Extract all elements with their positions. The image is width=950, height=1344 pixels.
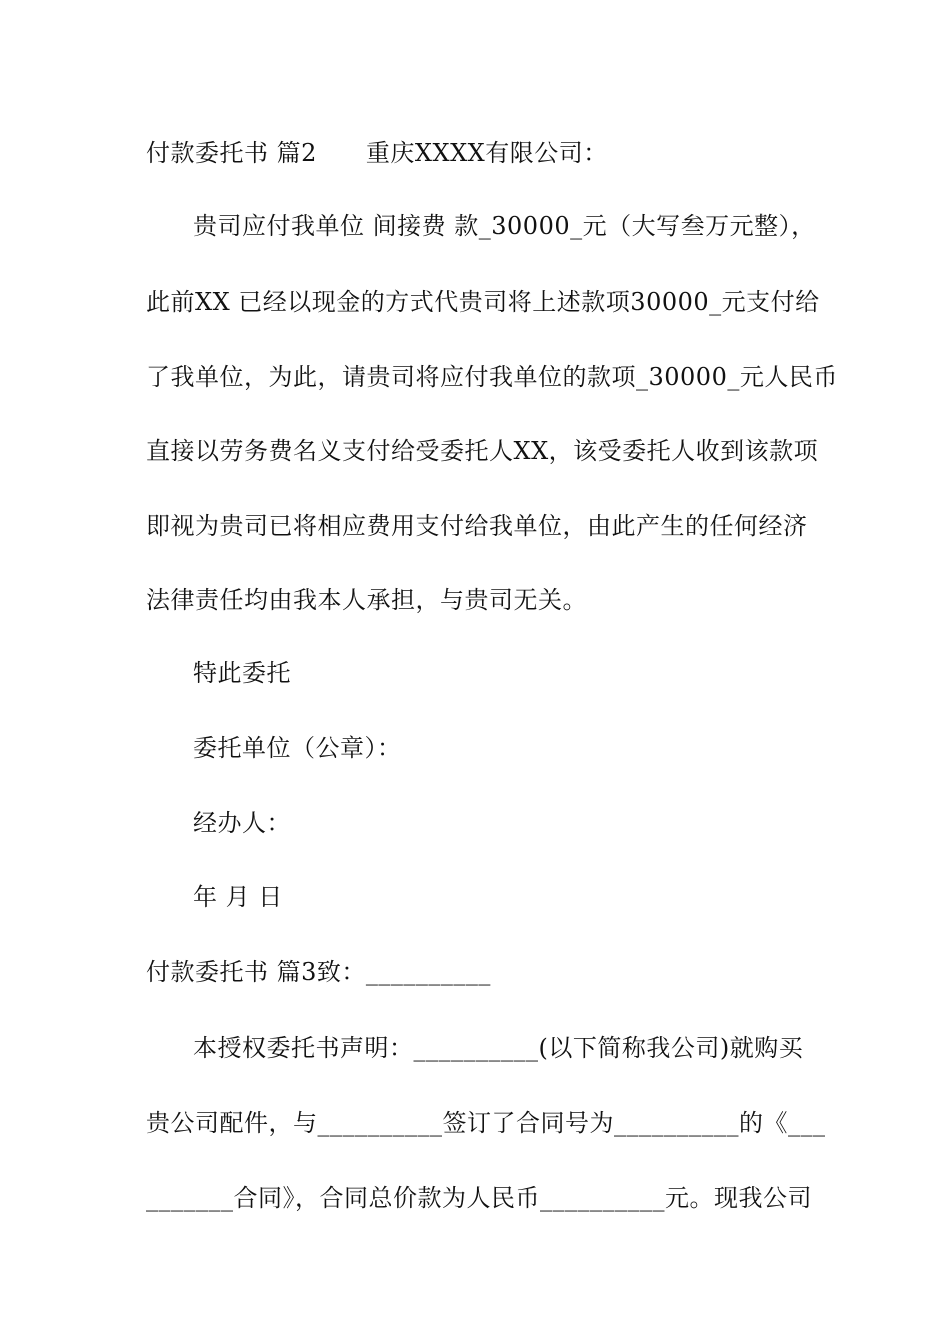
doc-line-paragraph-3: 了我单位，为此，请贵司将应付我单位的款项_30000_元人民币	[146, 363, 838, 391]
doc-line-paragraph-4: 直接以劳务费名义支付给受委托人XX，该受委托人收到该款项	[146, 437, 819, 465]
doc-line-section-3-heading: 付款委托书 篇3致：__________	[146, 958, 491, 986]
doc-line-paragraph-6: 法律责任均由我本人承担，与贵司无关。	[146, 586, 587, 614]
doc-line-paragraph-8: 贵公司配件，与__________签订了合同号为__________的《___	[146, 1109, 826, 1137]
doc-line-date: 年 月 日	[193, 883, 283, 911]
doc-line-closing: 特此委托	[193, 659, 291, 687]
doc-line-paragraph-2: 此前XX 已经以现金的方式代贵司将上述款项30000_元支付给	[146, 288, 820, 316]
doc-line-paragraph-1: 贵司应付我单位 间接费 款_30000_元（大写叁万元整），	[193, 212, 816, 240]
doc-line-paragraph-7: 本授权委托书声明：__________(以下简称我公司)就购买	[193, 1034, 804, 1062]
doc-line-section-2-heading: 付款委托书 篇2 重庆XXXX有限公司：	[146, 139, 608, 167]
doc-line-seal-label: 委托单位（公章）：	[193, 734, 402, 762]
doc-line-paragraph-9: _______合同》，合同总价款为人民币__________元。现我公司	[146, 1184, 812, 1212]
doc-line-paragraph-5: 即视为贵司已将相应费用支付给我单位，由此产生的任何经济	[146, 512, 808, 540]
doc-line-handler-label: 经办人：	[193, 809, 291, 837]
